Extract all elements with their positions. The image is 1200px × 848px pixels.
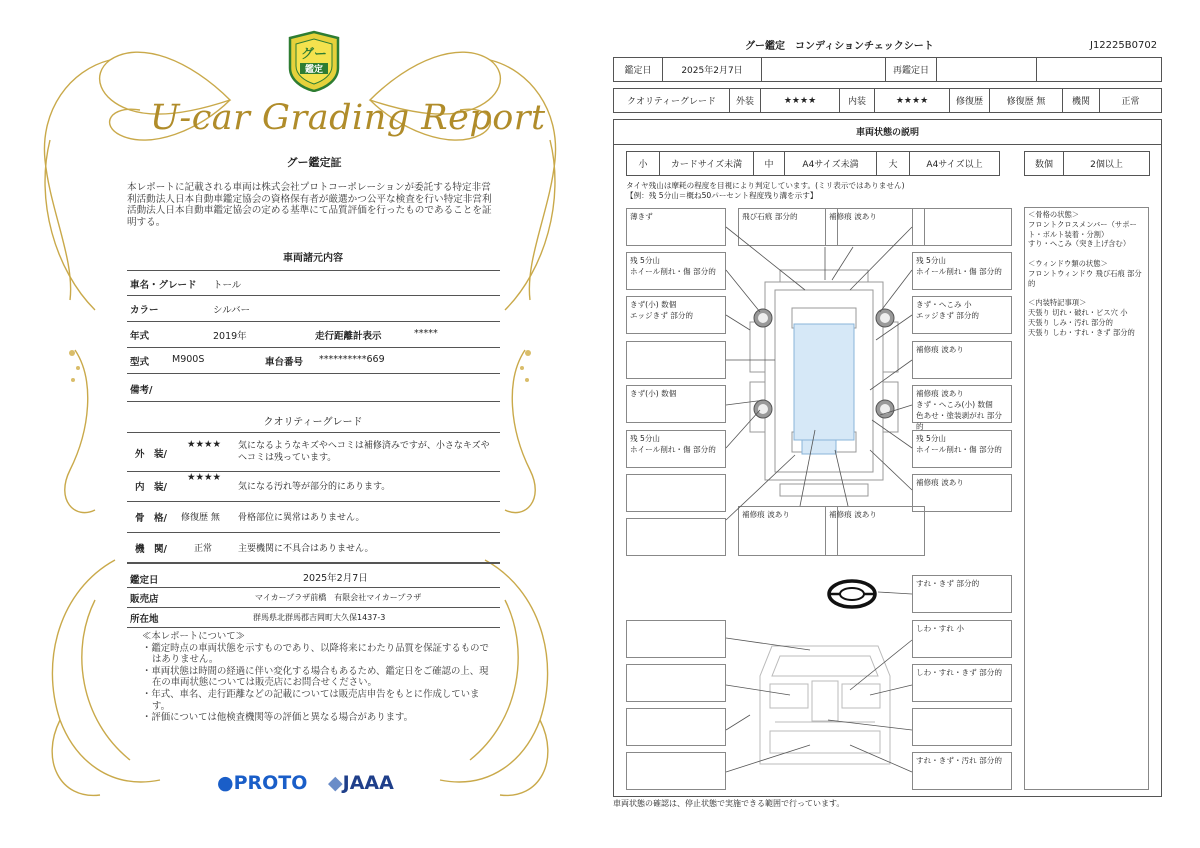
damage-box: 残 5分山 ホイール削れ・傷 部分的: [626, 430, 726, 468]
frame-label: 骨 格/: [135, 513, 167, 524]
spec-row-model: [127, 348, 500, 374]
interior-box: [626, 752, 726, 790]
grade-row-engine: [127, 533, 500, 563]
redate-value-cell: [936, 57, 1037, 82]
report-notes: [142, 631, 492, 724]
interior-box: [626, 620, 726, 658]
name-value: トール: [213, 280, 242, 291]
info-row-shop: [127, 588, 500, 608]
report-id: J12225B0702: [1090, 40, 1158, 51]
proto-logo: ●PROTO: [217, 772, 308, 794]
remarks-label: 備考/: [130, 385, 153, 396]
size-s: 小: [626, 151, 660, 176]
interior-notes-title: ＜内装特記事項＞: [1028, 298, 1087, 308]
frame-notes-title: ＜骨格の状態＞: [1028, 210, 1080, 219]
check-sheet-title: グー鑑定 コンディションチェックシート: [745, 41, 934, 52]
quality-grade-title: クオリティーグレード: [263, 417, 363, 428]
size-m-desc: A4サイズ未満: [784, 151, 877, 176]
int-stars-cell: ★★★★: [874, 88, 950, 113]
notes-title: ≪本レポートについて≫: [142, 631, 245, 642]
mileage-label: 走行距離計表示: [315, 331, 382, 342]
redate-blank-cell: [1036, 57, 1162, 82]
interior-box: [626, 664, 726, 702]
engine-value: 正常: [194, 544, 213, 554]
side-notes: [1028, 210, 1148, 337]
mileage-value: *****: [414, 328, 438, 339]
interior-box: [912, 708, 1012, 746]
damage-box: きず(小) 数個 エッジきず 部分的: [626, 296, 726, 334]
window-notes-title: ＜ウィンドウ類の状態＞: [1028, 258, 1108, 268]
int-text: 気になる汚れ等が部分的にあります。: [238, 482, 391, 492]
damage-box: きず(小) 数個: [626, 385, 726, 423]
ext-stars-cell: ★★★★: [760, 88, 840, 113]
color-label: カラー: [130, 305, 159, 316]
engine-value-cell: 正常: [1099, 88, 1162, 113]
grade-row-interior: [127, 472, 500, 502]
engine-text: 主要機関に不具合はありません。: [238, 544, 374, 554]
date-value-cell: 2025年2月7日: [662, 57, 762, 82]
interior-box: しわ・すれ 小: [912, 620, 1012, 658]
note-item: ・年式、車名、走行距離などの記載については販売店申告をもとに作成しています。: [142, 688, 480, 712]
model-value: M900S: [172, 354, 205, 365]
car-interior-diagram: [750, 636, 900, 774]
grade-row-exterior: [127, 434, 500, 472]
name-label: 車名・グレード: [130, 280, 197, 291]
frame-text: 骨格部位に異常はありません。: [238, 513, 365, 523]
note-item: ・鑑定時点の車両状態を示すものであり、以降将来にわたり品質を保証するものではありません。: [142, 642, 489, 666]
shop-value: マイカープラザ前橋 有限会社マイカープラザ: [255, 593, 422, 602]
ext-label: 外 装/: [135, 449, 167, 460]
interior-box: [626, 708, 726, 746]
engine-label: 機 関/: [135, 544, 167, 555]
spec-row-year: [127, 322, 500, 348]
engine-label-cell: 機関: [1062, 88, 1100, 113]
grade-row-frame: [127, 502, 500, 533]
date-blank-cell: [761, 57, 886, 82]
damage-box: [912, 208, 1012, 246]
shop-label: 販売店: [130, 594, 159, 605]
damage-box: 残 5分山 ホイール削れ・傷 部分的: [912, 430, 1012, 468]
damage-box: [626, 341, 726, 379]
interior-notes-text: 天張り 切れ・破れ・ビス穴 小 天張り しみ・汚れ 部分的 天張り しわ・すれ・きず 部分的: [1028, 307, 1135, 337]
certificate-text: 本レポートに記載される車両は株式会社プロトコーポレーションが委託する特定非営利活動法人日本自動車鑑定協会の資格保有者が厳選かつ公平な検査を行い特定非営利活動法人日本自動車鑑定協会の定める基準にて品質評価を行ったものであることを証明する。: [127, 182, 492, 228]
size-m: 中: [753, 151, 785, 176]
tire-note-2: 【例：残 5分山＝概ね50パーセント程度残り溝を示す】: [626, 191, 818, 200]
qg-label-cell: クオリティーグレード: [613, 88, 730, 113]
footer-note: 車両状態の確認は、停止状態で実施できる範囲で行っています。: [613, 799, 845, 808]
report-script-title: U-car Grading Report: [150, 98, 546, 138]
year-label: 年式: [130, 331, 150, 342]
note-item: ・評価については他検査機関等の評価と異なる場合があります。: [142, 712, 413, 724]
addr-value: 群馬県北群馬郡吉岡町大久保1437-3: [253, 613, 386, 622]
color-value: シルバー: [213, 305, 251, 316]
damage-box: 補修痕 波あり: [825, 208, 925, 246]
damage-box: 飛び石痕 部分的: [738, 208, 838, 246]
damage-box: 薄きず: [626, 208, 726, 246]
date-label-cell: 鑑定日: [613, 57, 663, 82]
damage-box: 残 5分山 ホイール削れ・傷 部分的: [912, 252, 1012, 290]
spec-title: 車両諸元内容: [283, 253, 343, 264]
chassis-value: **********669: [319, 354, 385, 365]
repair-value-cell: 修復歴 無: [989, 88, 1063, 113]
repair-label-cell: 修復歴: [949, 88, 990, 113]
interior-box: すれ・きず・汚れ 部分的: [912, 752, 1012, 790]
damage-box: 補修痕 波あり きず・へこみ(小) 数個 色あせ・塗装剥がれ 部分的: [912, 385, 1012, 423]
chassis-label: 車台番号: [265, 357, 304, 368]
section-title: 車両状態の説明: [613, 119, 1162, 145]
redate-label-cell: 再鑑定日: [885, 57, 937, 82]
size-count: 数個: [1024, 151, 1064, 176]
ext-label-cell: 外装: [729, 88, 761, 113]
int-label-cell: 内装: [839, 88, 875, 113]
date-value: 2025年2月7日: [303, 573, 368, 584]
damage-box: [626, 474, 726, 512]
size-l: 大: [876, 151, 910, 176]
size-s-desc: カードサイズ未満: [659, 151, 754, 176]
size-l-desc: A4サイズ以上: [909, 151, 1000, 176]
spec-row-name: [127, 270, 500, 296]
size-count-desc: 2個以上: [1063, 151, 1150, 176]
info-row-address: [127, 608, 500, 628]
damage-box: 補修痕 波あり: [912, 341, 1012, 379]
jaaa-logo: ◆JAAA: [328, 772, 394, 794]
damage-box: 残 5分山 ホイール削れ・傷 部分的: [626, 252, 726, 290]
svg-text:グー: グー: [300, 47, 328, 62]
goo-badge-icon: [286, 30, 342, 92]
frame-notes-text: フロントクロスメンバー（サポート・ボルト装着・分割） すり・へこみ（突き上げ含む）: [1028, 219, 1137, 249]
damage-box: [626, 518, 726, 556]
frame-value: 修復歴 無: [181, 513, 220, 523]
tire-note-1: タイヤ残山は摩耗の程度を目視により判定しています。(ミリ表示ではありません): [626, 181, 905, 190]
ext-text: 気になるようなキズやヘコミは補修済みですが、小さなキズやヘコミは残っています。: [238, 441, 490, 463]
model-label: 型式: [130, 357, 150, 368]
steering-wheel-icon: [826, 578, 878, 610]
int-stars: ★★★★: [187, 472, 222, 483]
damage-box: きず・へこみ 小 エッジきず 部分的: [912, 296, 1012, 334]
damage-box: 補修痕 波あり: [912, 474, 1012, 512]
damage-box: 補修痕 波あり: [825, 506, 925, 556]
spec-row-color: [127, 296, 500, 322]
spec-row-remarks: [127, 374, 500, 402]
qg-divider: [127, 432, 500, 433]
ext-stars: ★★★★: [187, 439, 222, 450]
car-exterior-diagram: [740, 262, 910, 502]
note-item: ・車両状態は時間の経過に伴い変化する場合もあるため、鑑定日をご確認の上、現在の車両状態については販売店にお問合せください。: [142, 665, 489, 689]
date-label: 鑑定日: [130, 575, 159, 586]
interior-box: すれ・きず 部分的: [912, 575, 1012, 613]
certificate-title: グー鑑定証: [286, 156, 342, 169]
addr-label: 所在地: [130, 614, 159, 625]
window-notes-text: フロントウィンドウ 飛び石痕 部分的: [1028, 268, 1142, 288]
svg-text:鑑定: 鑑定: [304, 65, 324, 75]
int-label: 内 装/: [135, 482, 167, 493]
year-value: 2019年: [213, 331, 247, 342]
damage-box: 補修痕 波あり: [738, 506, 838, 556]
info-row-date: [127, 563, 500, 588]
interior-box: しわ・すれ・きず 部分的: [912, 664, 1012, 702]
